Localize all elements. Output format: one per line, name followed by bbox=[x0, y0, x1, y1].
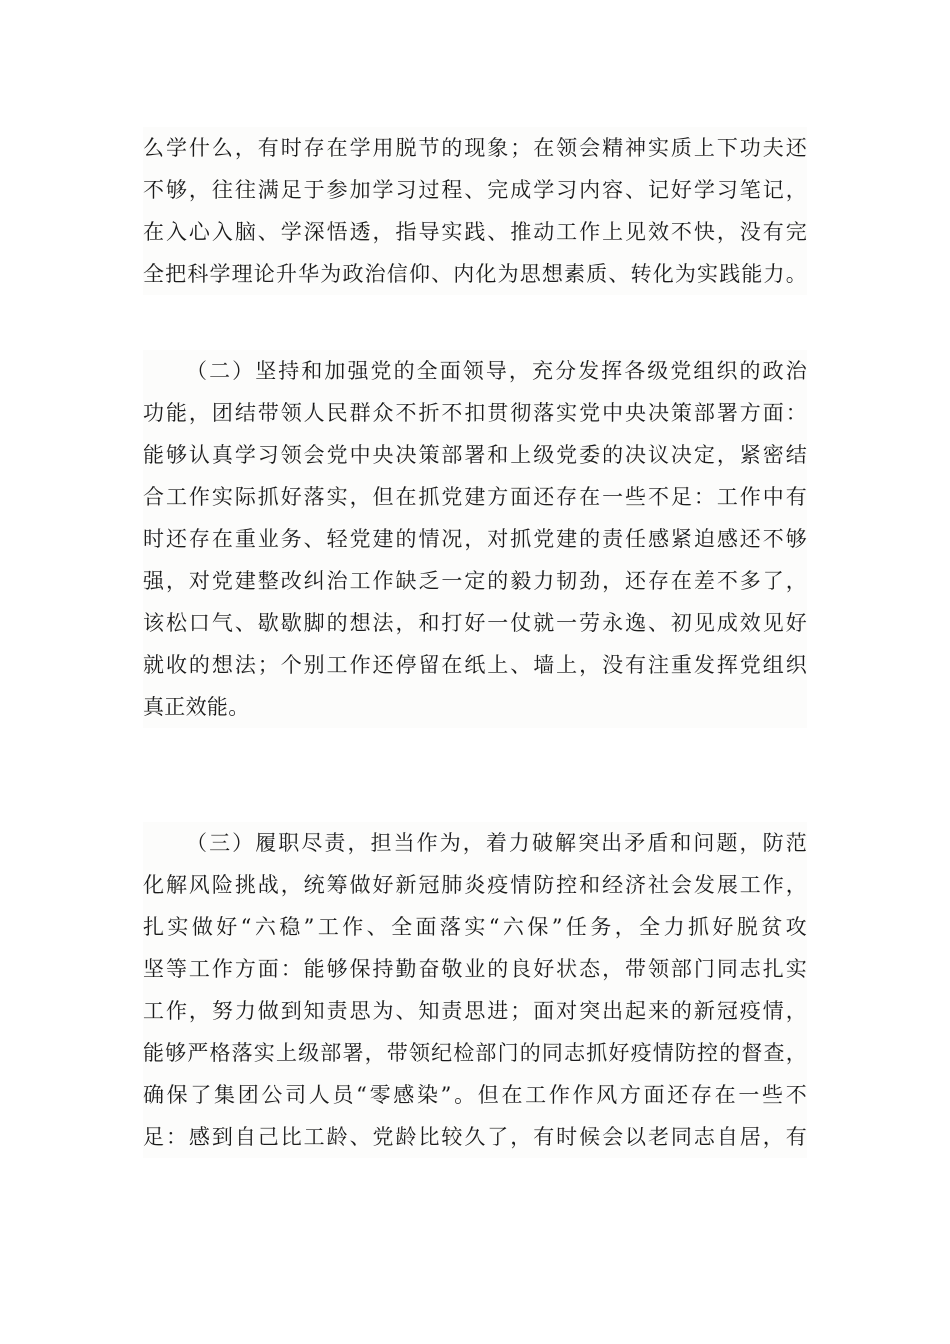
paragraph-line: 时还存在重业务、轻党建的情况，对抓党建的责任感紧迫感还不够 bbox=[143, 527, 807, 551]
paragraph-line: 扎实做好“六稳”工作、全面落实“六保”任务，全力抓好脱贫攻 bbox=[143, 915, 807, 939]
paragraph-3 bbox=[143, 822, 807, 1158]
paragraph-heading-line: （二）坚持和加强党的全面领导，充分发挥各级党组织的政治 bbox=[186, 359, 807, 383]
paragraph-line: 不够，往往满足于参加学习过程、完成学习内容、记好学习笔记， bbox=[143, 178, 807, 202]
paragraph-line: 真正效能。 bbox=[143, 695, 250, 719]
paragraph-line: 化解风险挑战，统筹做好新冠肺炎疫情防控和经济社会发展工作， bbox=[143, 873, 807, 897]
paragraph-line: 强，对党建整改纠治工作缺乏一定的毅力韧劲，还存在差不多了， bbox=[143, 569, 807, 593]
paragraph-line: 合工作实际抓好落实，但在抓党建方面还存在一些不足：工作中有 bbox=[143, 485, 807, 509]
paragraph-line: 能够认真学习领会党中央决策部署和上级党委的决议决定，紧密结 bbox=[143, 443, 807, 467]
paragraph-line: 工作，努力做到知责思为、知责思进；面对突出起来的新冠疫情， bbox=[143, 999, 807, 1023]
paragraph-1 bbox=[143, 127, 807, 295]
paragraph-line: 确保了集团公司人员“零感染”。但在工作作风方面还存在一些不 bbox=[143, 1083, 807, 1107]
paragraph-line: 能够严格落实上级部署，带领纪检部门的同志抓好疫情防控的督查， bbox=[143, 1041, 807, 1065]
paragraph-2 bbox=[143, 350, 807, 728]
paragraph-line: 该松口气、歇歇脚的想法，和打好一仗就一劳永逸、初见成效见好 bbox=[143, 611, 807, 635]
paragraph-heading-line: （三）履职尽责，担当作为，着力破解突出矛盾和问题，防范 bbox=[186, 831, 807, 855]
paragraph-line: 么学什么，有时存在学用脱节的现象；在领会精神实质上下功夫还 bbox=[143, 136, 807, 160]
paragraph-line: 足：感到自己比工龄、党龄比较久了，有时候会以老同志自居，有 bbox=[143, 1125, 807, 1149]
paragraph-line: 坚等工作方面：能够保持勤奋敬业的良好状态，带领部门同志扎实 bbox=[143, 957, 807, 981]
paragraph-line: 功能，团结带领人民群众不折不扣贯彻落实党中央决策部署方面： bbox=[143, 401, 807, 425]
paragraph-line: 在入心入脑、学深悟透，指导实践、推动工作上见效不快，没有完 bbox=[143, 220, 807, 244]
paragraph-line: 就收的想法；个别工作还停留在纸上、墙上，没有注重发挥党组织 bbox=[143, 653, 807, 677]
paragraph-line: 全把科学理论升华为政治信仰、内化为思想素质、转化为实践能力。 bbox=[143, 262, 807, 286]
